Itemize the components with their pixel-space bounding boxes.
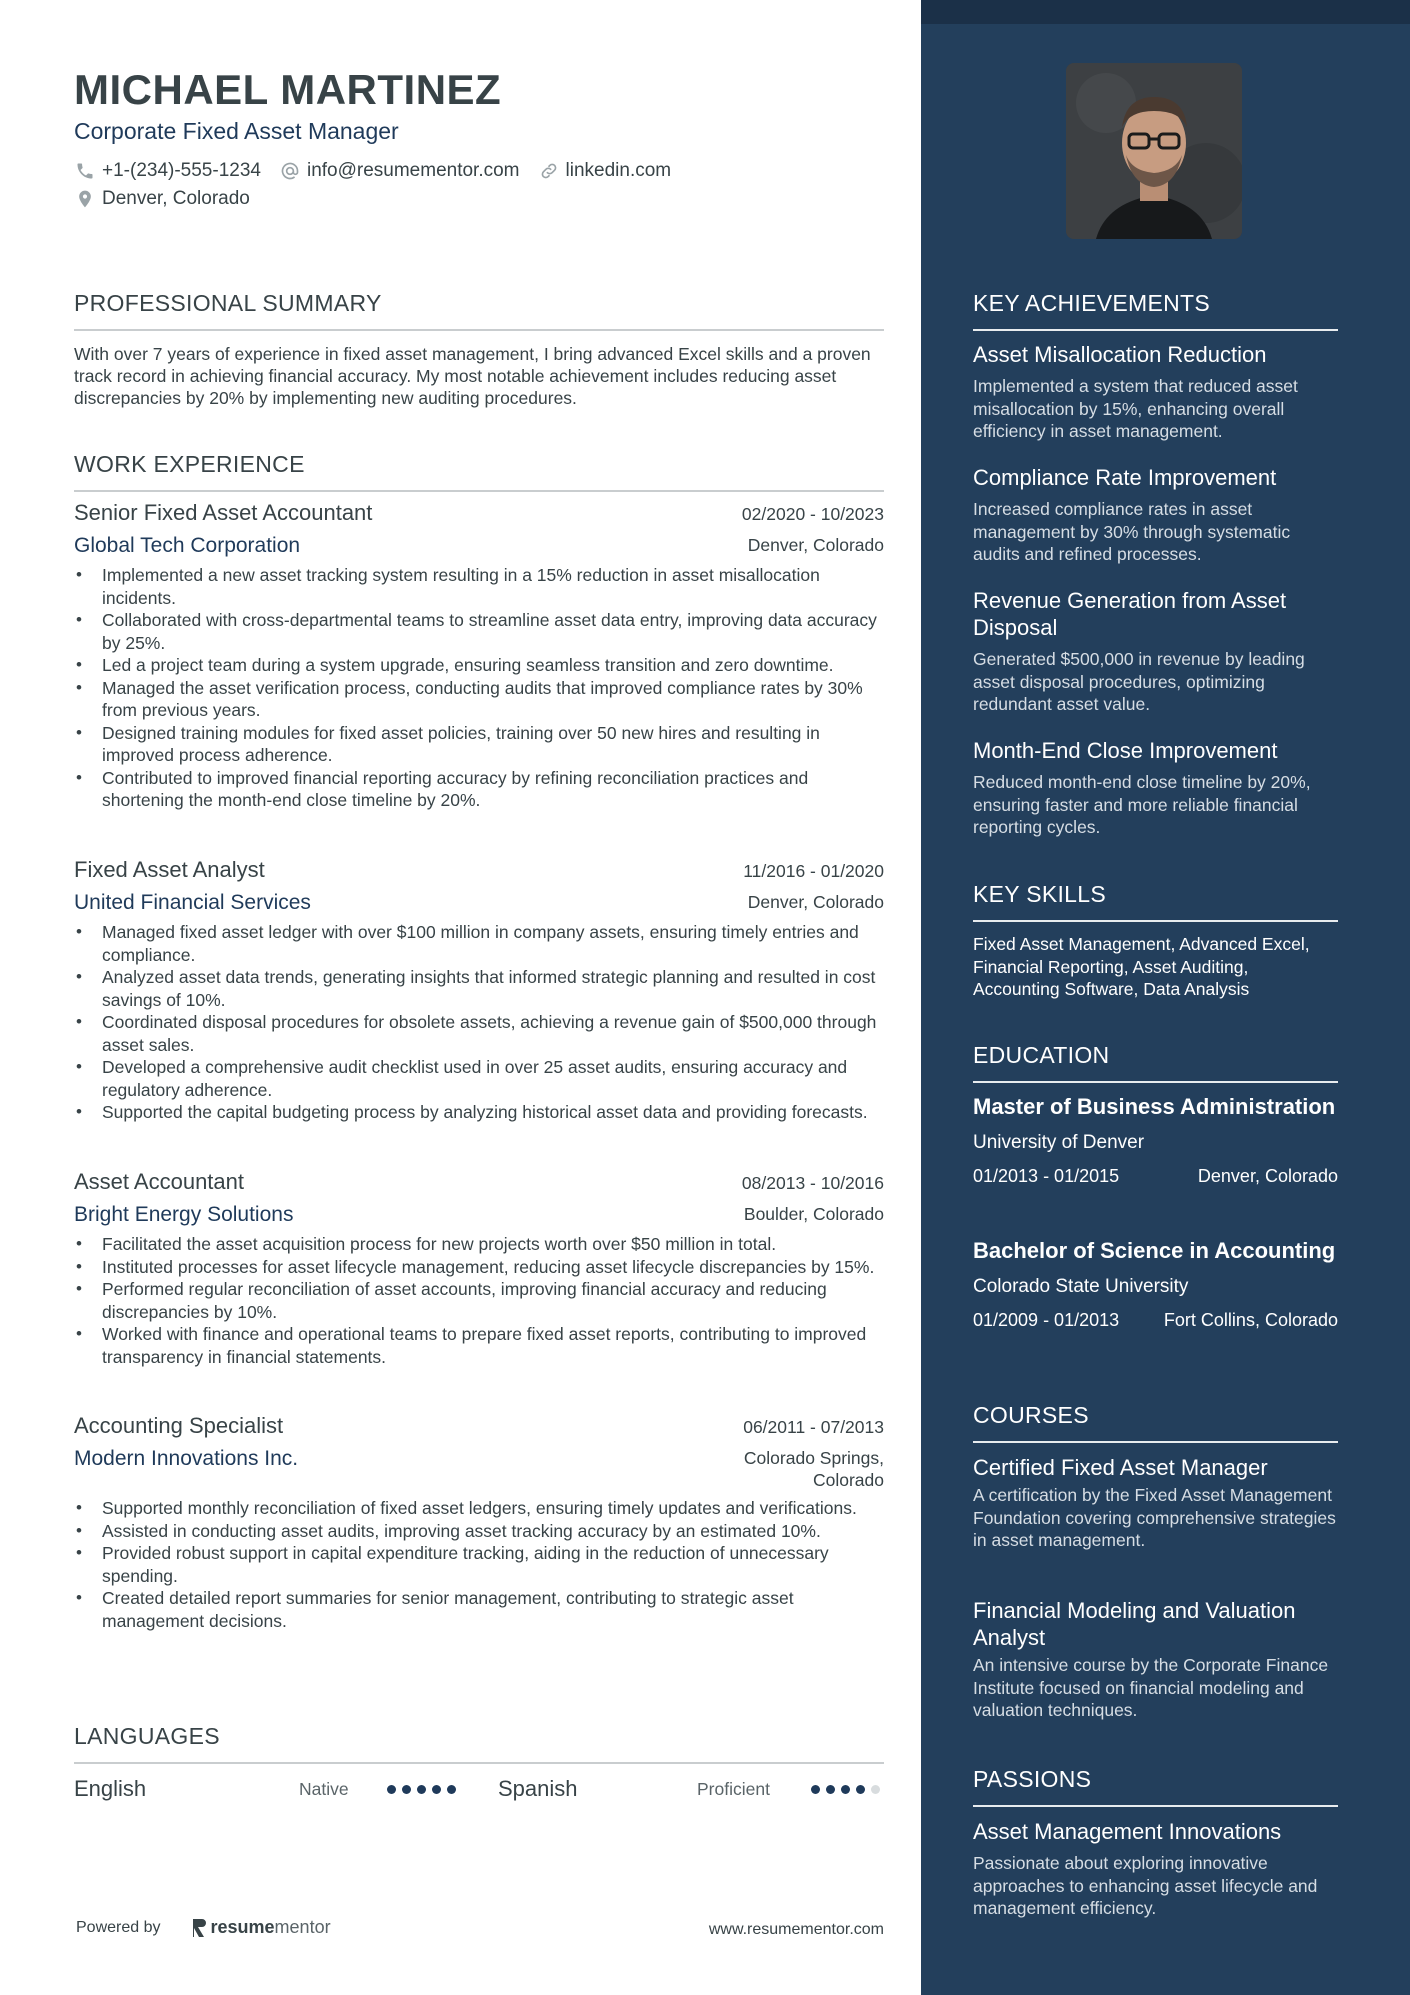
education-item xyxy=(973,1093,1338,1187)
list-item: • Developed a comprehensive audit checklist used in over 25 asset audits, ensuring accuracy and regulatory adherence. xyxy=(74,1056,884,1101)
education-dates: 01/2013 - 01/2015 xyxy=(973,1166,1120,1186)
job-location: Denver, Colorado xyxy=(747,535,884,555)
at-sign-icon xyxy=(279,160,301,182)
passions-heading: PASSIONS xyxy=(973,1766,1338,1807)
language-rating xyxy=(811,1774,880,1804)
list-item: • Implemented a new asset tracking system resulting in a 15% reduction in asset misallocation incidents. xyxy=(74,564,884,609)
experience-heading: WORK EXPERIENCE xyxy=(74,451,884,492)
achievement-desc: Implemented a system that reduced asset misallocation by 15%, enhancing overall efficiency in asset management. xyxy=(973,376,1298,441)
passion-desc: Passionate about exploring innovative approaches to enhancing asset lifecycle and management efficiency. xyxy=(973,1853,1318,1918)
list-item: • Supported the capital budgeting process by analyzing historical asset data and providing forecasts. xyxy=(74,1101,884,1124)
education-degree: Bachelor of Science in Accounting xyxy=(973,1238,1336,1263)
list-item: • Supported monthly reconciliation of fixed asset ledgers, ensuring timely updates and verifications. xyxy=(74,1497,884,1520)
list-item: • Collaborated with cross-departmental teams to streamline asset data entry, improving data accuracy by 25%. xyxy=(74,609,884,654)
achievement-item xyxy=(973,737,1338,839)
map-pin-icon xyxy=(74,188,96,210)
list-item: • Instituted processes for asset lifecycle management, reducing asset lifecycle discrepancies by 15%. xyxy=(74,1256,884,1279)
list-item: • Managed fixed asset ledger with over $100 million in company assets, ensuring timely entries and compliance. xyxy=(74,921,884,966)
summary-text: With over 7 years of experience in fixed asset management, I bring advanced Excel skills and a proven track record in achieving financial accuracy. My most notable achievement includes reducing asset discrepancies by 20% by implementing new auditing procedures. xyxy=(74,344,871,408)
list-item: • Created detailed report summaries for senior management, contributing to strategic asset management decisions. xyxy=(74,1587,884,1632)
portrait-image xyxy=(1066,63,1242,239)
education-heading: EDUCATION xyxy=(973,1042,1338,1083)
rating-dot-filled xyxy=(856,1785,865,1794)
summary-heading: PROFESSIONAL SUMMARY xyxy=(74,290,884,331)
list-item: • Assisted in conducting asset audits, improving asset tracking accuracy by an estimated 10%. xyxy=(74,1520,884,1543)
brand-light: mentor xyxy=(274,1917,331,1937)
list-item: • Performed regular reconciliation of asset accounts, improving financial accuracy and reducing discrepancies by 10%. xyxy=(74,1278,884,1323)
job-company: Modern Innovations Inc. xyxy=(74,1447,299,1470)
sidebar xyxy=(921,0,1410,1995)
achievement-item xyxy=(973,341,1338,443)
passion-item xyxy=(973,1818,1338,1920)
language-level-wrap xyxy=(697,1774,770,1804)
job-title: Fixed Asset Analyst xyxy=(74,857,265,882)
rating-dot-filled xyxy=(432,1785,441,1794)
job-dates: 02/2020 - 10/2023 xyxy=(741,504,884,524)
language-level: Proficient xyxy=(697,1778,770,1799)
passion-title: Asset Management Innovations xyxy=(973,1819,1282,1844)
rating-dots xyxy=(811,1785,880,1794)
course-title: Financial Modeling and Valuation Analyst xyxy=(973,1598,1296,1650)
course-desc: An intensive course by the Corporate Finance Institute focused on financial modeling and valuation techniques. xyxy=(973,1655,1329,1720)
list-item: • Facilitated the asset acquisition process for new projects worth over $50 million in total. xyxy=(74,1233,884,1256)
job-title: Senior Fixed Asset Accountant xyxy=(74,500,373,525)
rating-dot-filled xyxy=(826,1785,835,1794)
job-title: Asset Accountant xyxy=(74,1169,244,1194)
footer-website[interactable]: www.resumementor.com xyxy=(708,1921,884,1938)
job-location: Colorado Springs, Colorado xyxy=(743,1448,884,1490)
brand-logo[interactable] xyxy=(191,1917,331,1938)
job-bullets xyxy=(74,564,884,812)
list-item: • Managed the asset verification process, conducting audits that improved compliance rates by 30% from previous years. xyxy=(74,677,884,722)
rating-dot-filled xyxy=(387,1785,396,1794)
achievement-desc: Increased compliance rates in asset management by 30% through systematic audits and refined processes. xyxy=(973,499,1291,564)
profile-photo xyxy=(1066,63,1242,239)
achievement-title: Month-End Close Improvement xyxy=(973,738,1278,763)
email-link[interactable]: info@resumementor.com xyxy=(306,160,520,181)
achievements-heading: KEY ACHIEVEMENTS xyxy=(973,290,1338,331)
education-degree: Master of Business Administration xyxy=(973,1094,1336,1119)
achievement-item xyxy=(973,464,1338,566)
phone-icon xyxy=(74,160,96,182)
achievement-desc: Generated $500,000 in revenue by leading asset disposal procedures, optimizing redundant asset value. xyxy=(973,649,1305,714)
skills-text: Fixed Asset Management, Advanced Excel, Financial Reporting, Asset Auditing, Accounting Software, Data Analysis xyxy=(973,934,1310,999)
list-item: • Coordinated disposal procedures for obsolete assets, achieving a revenue gain of $500,000 through asset sales. xyxy=(74,1011,884,1056)
job-company: Bright Energy Solutions xyxy=(74,1203,294,1226)
list-item: • Worked with finance and operational teams to prepare fixed asset reports, contributing to improved transparency in financial statements. xyxy=(74,1323,884,1368)
education-school: Colorado State University xyxy=(973,1276,1189,1297)
contact-row xyxy=(74,160,689,182)
job-entry xyxy=(74,857,884,1124)
candidate-name: MICHAEL MARTINEZ xyxy=(74,66,502,113)
language-level: Native xyxy=(299,1778,349,1799)
education-dates: 01/2009 - 01/2013 xyxy=(973,1310,1120,1330)
location-row xyxy=(74,188,268,210)
sidebar-top-band xyxy=(921,0,1410,24)
course-desc: A certification by the Fixed Asset Management Foundation covering comprehensive strategies in asset management. xyxy=(973,1485,1336,1550)
rating-dots xyxy=(387,1785,456,1794)
main-column xyxy=(74,0,884,1995)
job-company: Global Tech Corporation xyxy=(74,534,301,557)
languages-list xyxy=(74,1774,884,1804)
job-entry xyxy=(74,1169,884,1368)
education-location: Denver, Colorado xyxy=(1197,1166,1338,1186)
rating-dot-filled xyxy=(447,1785,456,1794)
list-item: • Led a project team during a system upgrade, ensuring seamless transition and zero downtime. xyxy=(74,654,884,677)
course-title: Certified Fixed Asset Manager xyxy=(973,1455,1268,1480)
job-dates: 08/2013 - 10/2016 xyxy=(741,1173,884,1193)
job-entry xyxy=(74,500,884,812)
rating-dot-filled xyxy=(811,1785,820,1794)
education-item xyxy=(973,1237,1338,1331)
location-item xyxy=(74,188,250,210)
job-location: Denver, Colorado xyxy=(747,892,884,912)
rating-dot-filled xyxy=(417,1785,426,1794)
list-item: • Contributed to improved financial reporting accuracy by refining reconciliation practices and shortening the month-end close timeline by 20%. xyxy=(74,767,884,812)
job-dates: 06/2011 - 07/2013 xyxy=(743,1417,884,1437)
rating-dot-filled xyxy=(402,1785,411,1794)
rating-dot-empty xyxy=(871,1785,880,1794)
brand-mark-icon xyxy=(191,1918,207,1938)
language-name: Spanish xyxy=(498,1776,578,1801)
brand-bold: resume xyxy=(210,1917,275,1937)
powered-by-text: Powered by xyxy=(76,1918,161,1936)
candidate-role: Corporate Fixed Asset Manager xyxy=(74,118,399,144)
linkedin-link[interactable]: linkedin.com xyxy=(565,160,672,181)
skills-heading: KEY SKILLS xyxy=(973,881,1338,922)
language-item xyxy=(498,1774,578,1804)
achievement-title: Compliance Rate Improvement xyxy=(973,465,1277,490)
list-item: • Provided robust support in capital expenditure tracking, aiding in the reduction of unnecessary spending. xyxy=(74,1542,884,1587)
achievement-title: Asset Misallocation Reduction xyxy=(973,342,1267,367)
languages-heading: LANGUAGES xyxy=(74,1723,884,1764)
achievement-title: Revenue Generation from Asset Disposal xyxy=(973,588,1287,640)
course-item xyxy=(973,1454,1338,1552)
job-company: United Financial Services xyxy=(74,891,311,914)
list-item: • Designed training modules for fixed asset policies, training over 50 new hires and resulting in improved process adherence. xyxy=(74,722,884,767)
phone-item xyxy=(74,160,261,182)
job-bullets xyxy=(74,921,884,1124)
achievement-item xyxy=(973,587,1338,716)
education-location: Fort Collins, Colorado xyxy=(1163,1310,1338,1330)
email-item[interactable] xyxy=(279,160,520,182)
language-name: English xyxy=(74,1776,147,1801)
job-dates: 11/2016 - 01/2020 xyxy=(743,861,884,881)
job-title: Accounting Specialist xyxy=(74,1413,284,1438)
course-item xyxy=(973,1597,1338,1722)
link-icon xyxy=(538,160,560,182)
job-location: Boulder, Colorado xyxy=(743,1204,884,1224)
courses-heading: COURSES xyxy=(973,1402,1338,1443)
rating-dot-filled xyxy=(841,1785,850,1794)
language-rating xyxy=(387,1774,456,1804)
language-item xyxy=(74,1774,146,1804)
job-bullets xyxy=(74,1497,884,1632)
list-item: • Analyzed asset data trends, generating insights that informed strategic planning and resulted in cost savings of 10%. xyxy=(74,966,884,1011)
footer-powered xyxy=(76,1917,331,1938)
job-bullets xyxy=(74,1233,884,1368)
achievement-desc: Reduced month-end close timeline by 20%, ensuring faster and more reliable financial reporting cycles. xyxy=(973,772,1311,837)
language-level-wrap xyxy=(299,1774,349,1804)
education-school: University of Denver xyxy=(973,1132,1145,1153)
job-entry xyxy=(74,1413,884,1632)
location-text: Denver, Colorado xyxy=(102,188,250,209)
phone-text: +1-(234)-555-1234 xyxy=(102,160,261,181)
linkedin-item[interactable] xyxy=(538,160,672,182)
